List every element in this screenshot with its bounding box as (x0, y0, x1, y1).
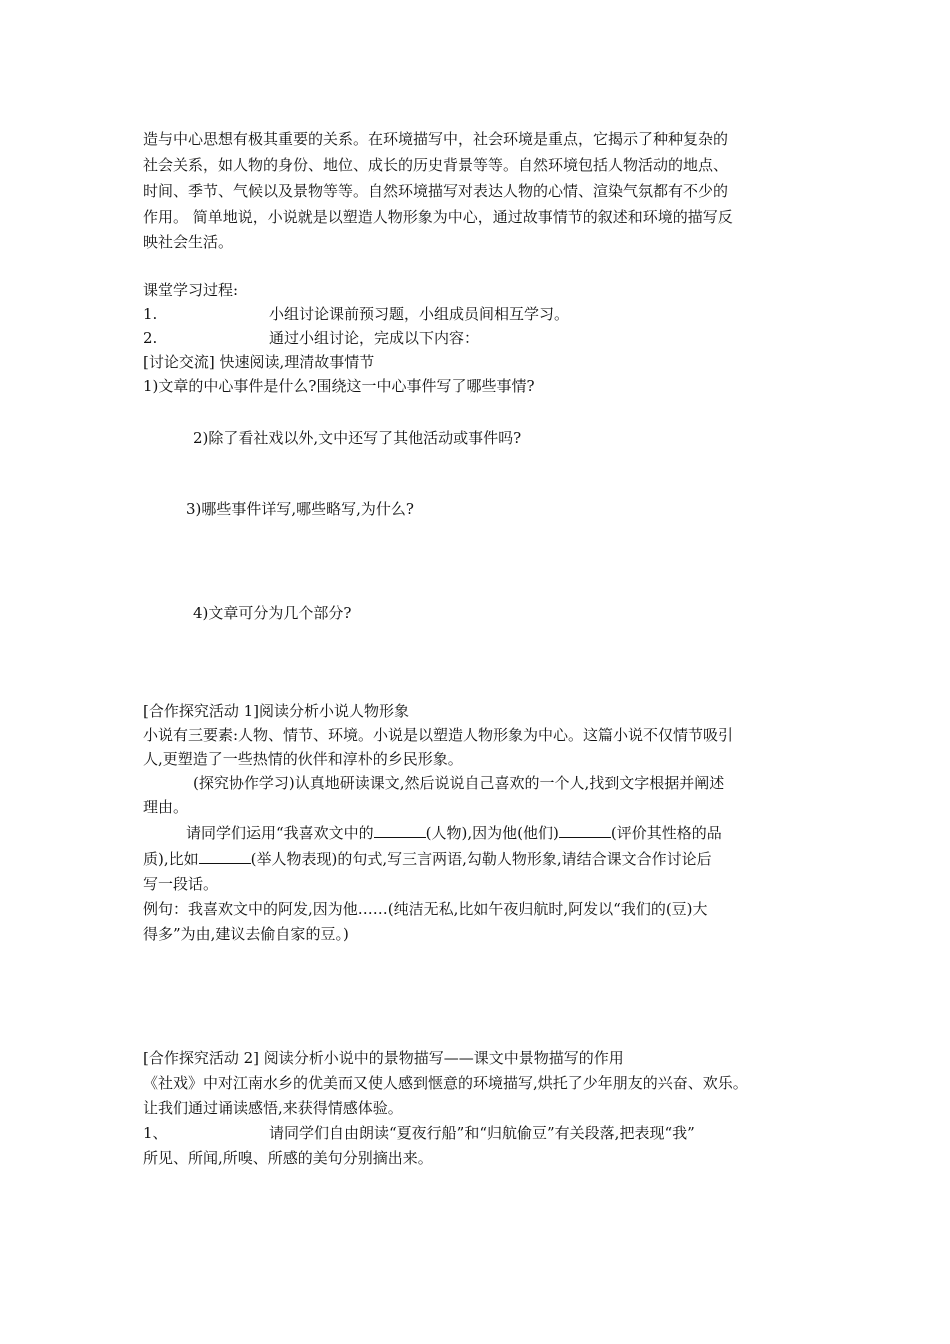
step-number: 2. (143, 329, 158, 347)
discussion-question-4: 4)文章可分为几个部分? (193, 604, 352, 622)
activity1-fill-in-line: 质),比如 (举人物表现)的句式,写三言两语,勾勒人物形象,请结合课文合作讨论后 (143, 850, 712, 868)
process-heading: 课堂学习过程: (143, 281, 239, 299)
blank-behavior (199, 849, 251, 864)
activity2-item-1 (143, 1123, 695, 1143)
activity2-item-1-continuation: 所见、所闻,所嗅、所感的美句分别摘出来。 (143, 1149, 433, 1167)
activity2-paragraph-line: 《社戏》中对江南水乡的优美而又使人感到惬意的环境描写,烘托了少年朋友的兴奋、欢乐。 (143, 1074, 748, 1092)
intro-line: 社会关系，如人物的身份、地位、成长的历史背景等等。自然环境包括人物活动的地点、 (143, 156, 729, 174)
activity1-paragraph-line: 理由。 (143, 798, 189, 816)
step-text: 通过小组讨论，完成以下内容： (269, 329, 480, 347)
process-step-1 (143, 304, 569, 324)
discussion-question-2: 2)除了看社戏以外,文中还写了其他活动或事件吗? (193, 429, 522, 447)
activity1-heading: [合作探究活动 1]阅读分析小说人物形象 (143, 702, 410, 720)
activity1-fill-in-line: 请同学们运用“我喜欢文中的 (人物),因为他(他们) (评价其性格的品 (186, 824, 722, 842)
intro-line: 映社会生活。 (143, 233, 234, 251)
step-number: 1. (143, 305, 158, 323)
activity1-example-line: 例句：我喜欢文中的阿发,因为他……(纯洁无私,比如午夜归航时,阿发以“我们的(豆)大 (143, 900, 708, 918)
blank-trait (559, 823, 611, 838)
activity2-heading: [合作探究活动 2] 阅读分析小说中的景物描写——课文中景物描写的作用 (143, 1049, 624, 1067)
activity1-paragraph-line: 人,更塑造了一些热情的伙伴和淳朴的乡民形象。 (143, 750, 463, 768)
discussion-question-3: 3)哪些事件详写,哪些略写,为什么? (186, 500, 414, 518)
blank-character (374, 823, 426, 838)
activity1-paragraph-line: 小说有三要素:人物、情节、环境。小说是以塑造人物形象为中心。这篇小说不仅情节吸引 (143, 726, 734, 744)
activity1-paragraph-line: (探究协作学习)认真地研读课文,然后说说自己喜欢的一个人,找到文字根据并阐述 (193, 774, 725, 792)
step-text: 小组讨论课前预习题，小组成员间相互学习。 (269, 305, 570, 323)
activity1-paragraph-line: 写一段话。 (143, 875, 219, 893)
item-number: 1、 (143, 1124, 168, 1142)
discussion-question-1: 1)文章的中心事件是什么?围绕这一中心事件写了哪些事情? (143, 377, 535, 395)
intro-line: 作用。 简单地说，小说就是以塑造人物形象为中心，通过故事情节的叙述和环境的描写反 (143, 208, 733, 226)
activity1-example-line: 得多”为由,建议去偷自家的豆。) (143, 925, 349, 943)
intro-line: 造与中心思想有极其重要的关系。在环境描写中，社会环境是重点，它揭示了种种复杂的 (143, 130, 729, 148)
intro-line: 时间、季节、气候以及景物等等。自然环境描写对表达人物的心情、渲染气氛都有不少的 (143, 182, 729, 200)
process-step-2 (143, 328, 479, 348)
discussion-heading: [讨论交流] 快速阅读,理清故事情节 (143, 353, 375, 371)
item-text: 请同学们自由朗读“夏夜行船”和“归航偷豆”有关段落,把表现“我” (269, 1124, 695, 1142)
activity2-paragraph-line: 让我们通过诵读感悟,来获得情感体验。 (143, 1099, 403, 1117)
